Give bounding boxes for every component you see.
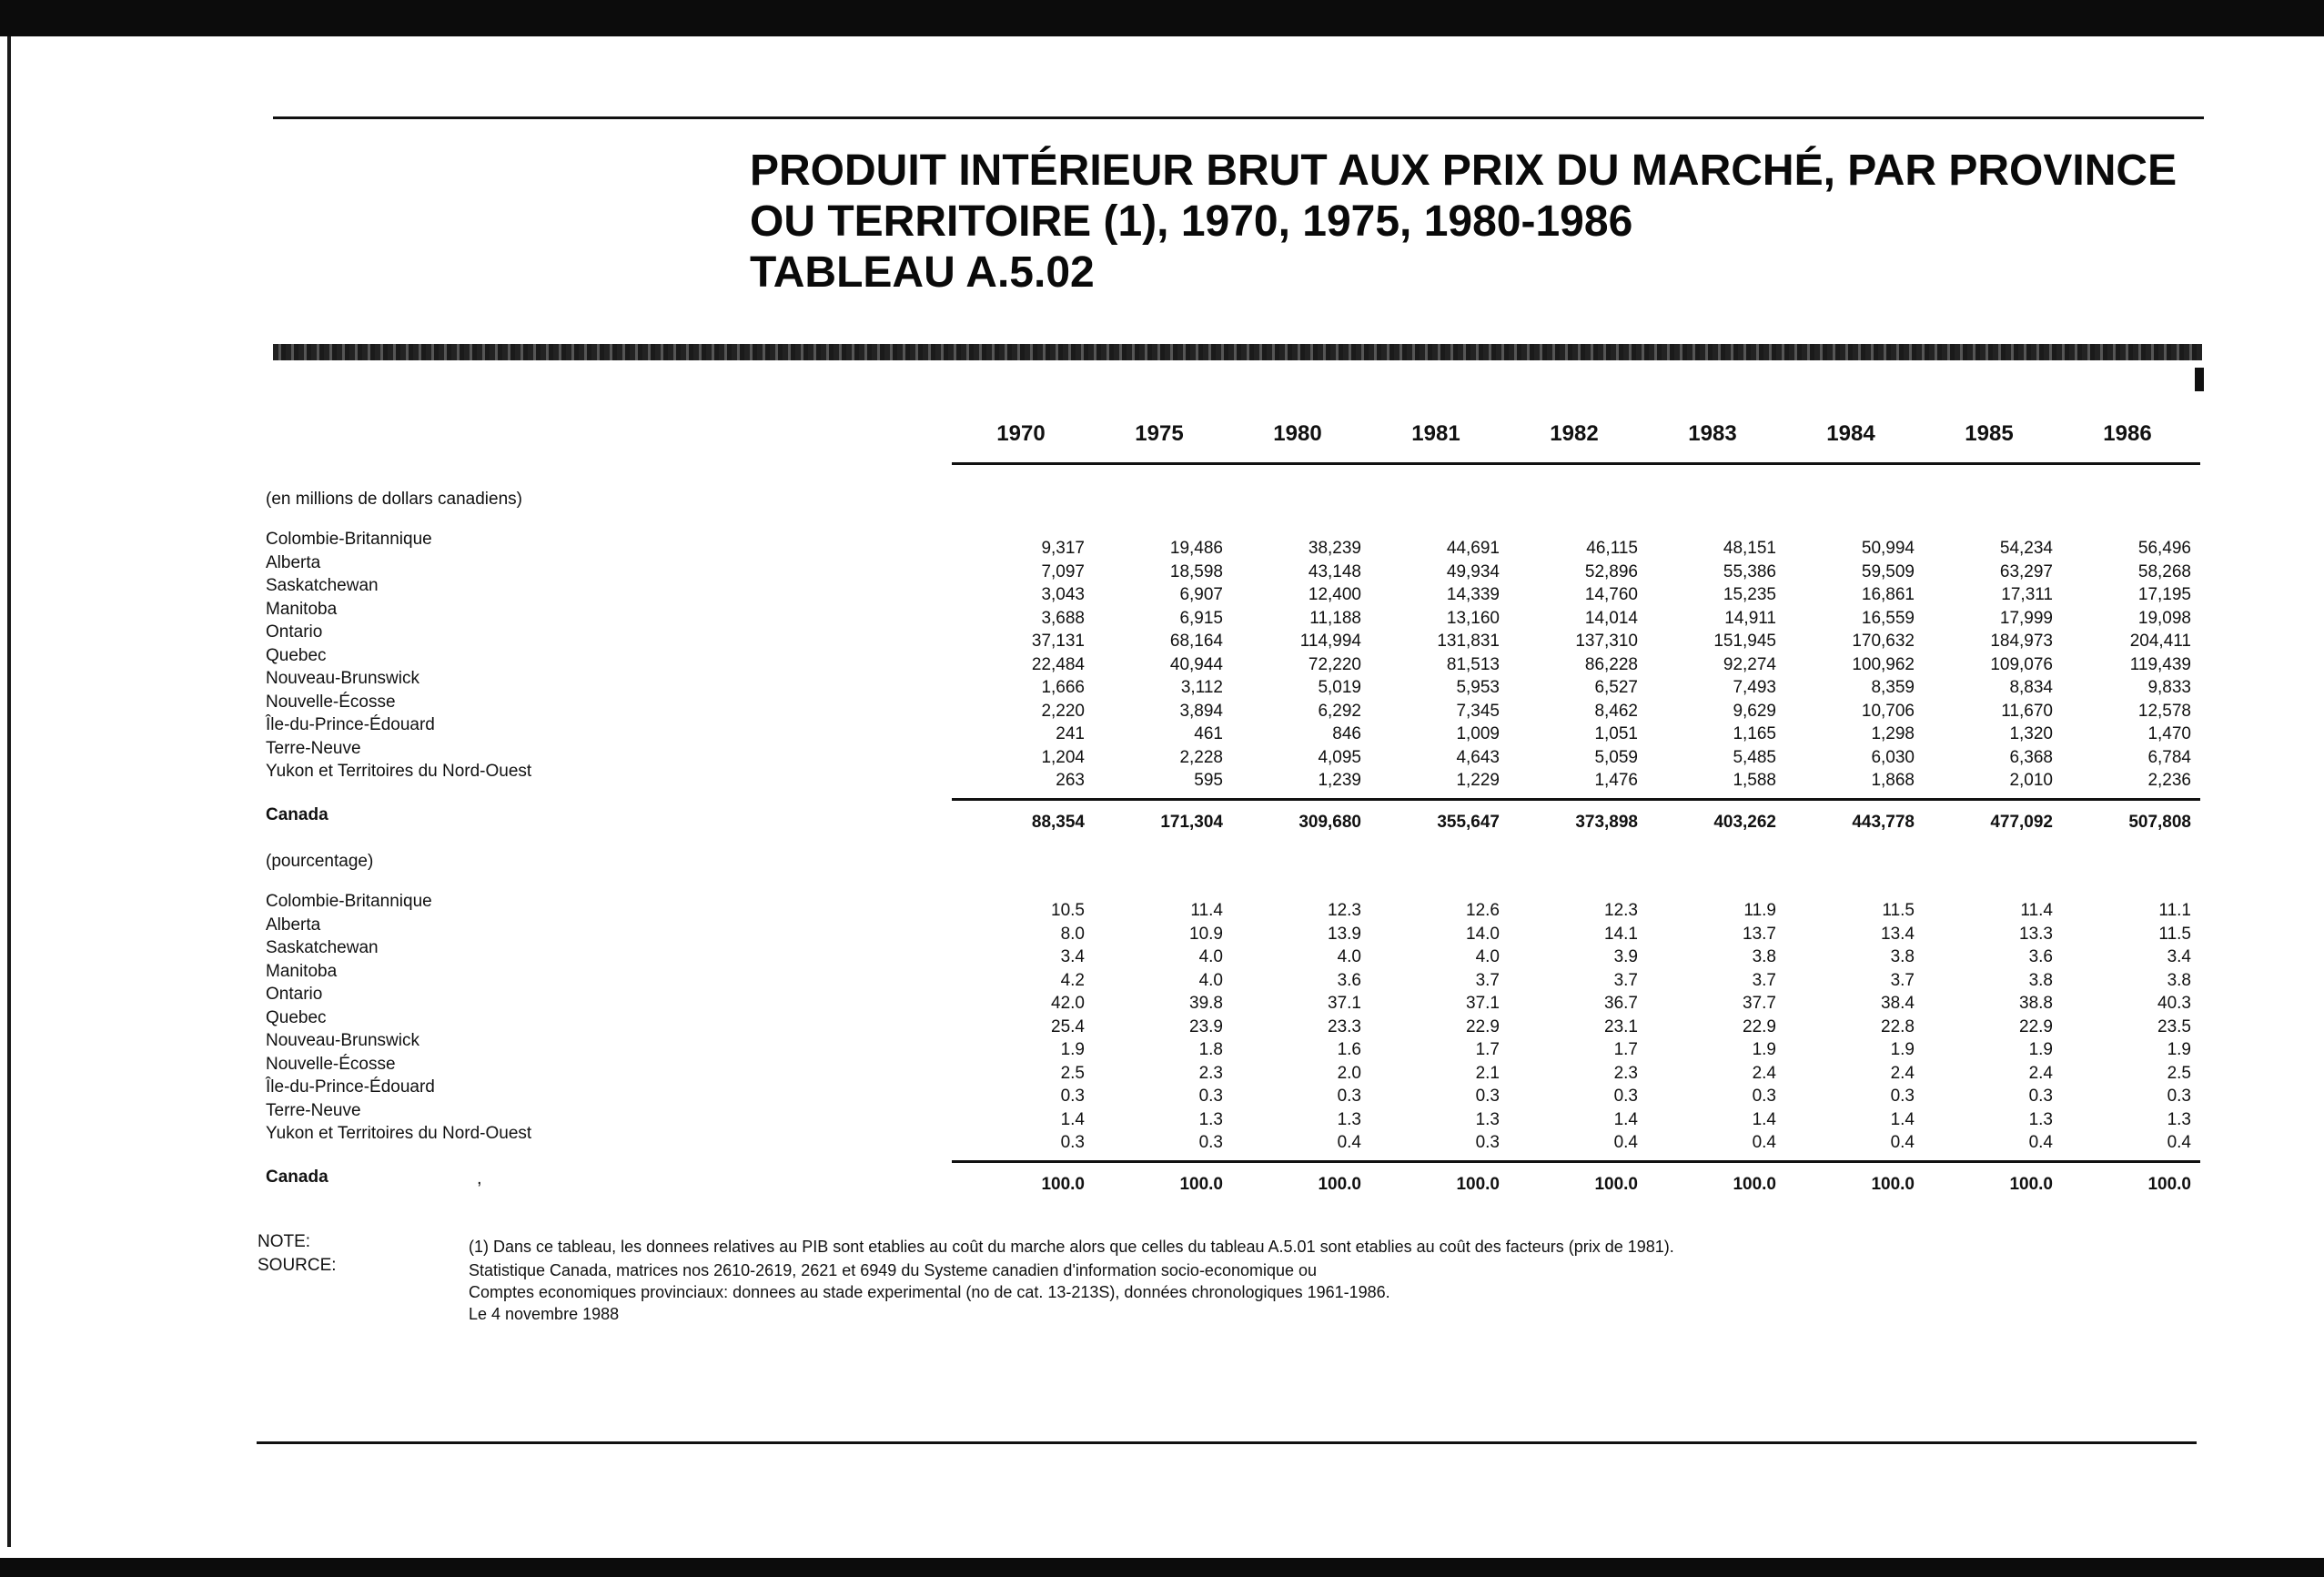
table-cell: 114,994 — [1299, 632, 1361, 651]
table-cell: 1,239 — [1318, 771, 1361, 790]
table-cell: 1.3 — [1337, 1109, 1361, 1129]
row-label: Île-du-Prince-Édouard — [266, 715, 435, 734]
table-cell: 8,462 — [1594, 701, 1638, 721]
table-cell: 0.4 — [1613, 1133, 1638, 1152]
table-cell: 14,339 — [1446, 585, 1500, 604]
table-cell: 119,439 — [2129, 654, 2191, 674]
table-cell: 1.9 — [1890, 1040, 1915, 1059]
table-cell: 37,131 — [1031, 632, 1085, 651]
page-title — [750, 146, 2224, 298]
table-cell: 7,097 — [1041, 561, 1085, 581]
scan-border-bottom — [0, 1558, 2324, 1577]
table-cell: 2,220 — [1041, 701, 1085, 721]
total-rule-0 — [952, 798, 2200, 801]
table-cell: 12.3 — [1328, 901, 1361, 920]
table-cell: 37.1 — [1328, 994, 1361, 1013]
table-cell: 3.7 — [1475, 970, 1500, 990]
table-cell: 12,578 — [2137, 701, 2191, 721]
source-label: SOURCE: — [258, 1256, 337, 1275]
table-cell: 42.0 — [1051, 994, 1085, 1013]
table-cell: 23.1 — [1604, 1016, 1638, 1036]
table-cell: 22.9 — [1466, 1016, 1500, 1036]
table-cell: 2.3 — [1198, 1063, 1223, 1083]
table-cell: 19,486 — [1169, 539, 1223, 558]
table-cell: 1,051 — [1594, 724, 1638, 743]
table-cell: 1.4 — [1613, 1109, 1638, 1129]
table-cell: 14.1 — [1604, 924, 1638, 944]
table-cell: 12.3 — [1604, 901, 1638, 920]
scan-border-left — [7, 36, 11, 1547]
table-cell: 56,496 — [2137, 539, 2191, 558]
table-cell: 11,670 — [2001, 701, 2053, 721]
table-cell: 2.3 — [1613, 1063, 1638, 1083]
table-cell: 2,010 — [2009, 771, 2053, 790]
table-cell: 3,043 — [1041, 585, 1085, 604]
table-cell: 241 — [1056, 724, 1085, 743]
total-cell: 477,092 — [1990, 813, 2053, 832]
table-cell: 23.3 — [1328, 1016, 1361, 1036]
table-cell: 2.1 — [1475, 1063, 1500, 1083]
table-cell: 59,509 — [1861, 561, 1915, 581]
row-label: Ontario — [266, 985, 323, 1004]
title-band-rule — [273, 344, 2202, 360]
table-cell: 2.4 — [1890, 1063, 1915, 1083]
row-label: Île-du-Prince-Édouard — [266, 1077, 435, 1097]
table-cell: 18,598 — [1169, 561, 1223, 581]
bottom-rule — [257, 1441, 2197, 1444]
table-cell: 19,098 — [2137, 608, 2191, 628]
table-cell: 8,834 — [2009, 678, 2053, 697]
table-cell: 6,907 — [1179, 585, 1223, 604]
table-cell: 39.8 — [1189, 994, 1223, 1013]
table-cell: 1.8 — [1198, 1040, 1223, 1059]
note-text: (1) Dans ce tableau, les donnees relatives au PIB sont etablies au coût du marche alors que celles du tableau A.5.01 sont etablies au coût des facteurs (prix de 1981). — [469, 1238, 1674, 1256]
total-cell: 100.0 — [1733, 1175, 1776, 1194]
table-cell: 1.9 — [1752, 1040, 1776, 1059]
table-cell: 1,320 — [2009, 724, 2053, 743]
table-cell: 3,688 — [1041, 608, 1085, 628]
table-cell: 5,059 — [1594, 747, 1638, 767]
table-cell: 13.9 — [1328, 924, 1361, 944]
table-cell: 100,962 — [1852, 654, 1915, 674]
table-cell: 2.5 — [2167, 1063, 2191, 1083]
total-cell: 373,898 — [1575, 813, 1638, 832]
table-cell: 0.4 — [2028, 1133, 2053, 1152]
row-label: Quebec — [266, 1007, 327, 1027]
top-rule — [273, 116, 2204, 119]
year-header-6: 1984 — [1826, 421, 1875, 446]
table-cell: 0.3 — [1890, 1087, 1915, 1106]
total-cell: 507,808 — [2128, 813, 2191, 832]
total-cell: 100.0 — [1179, 1175, 1223, 1194]
table-cell: 3.7 — [1752, 970, 1776, 990]
table-cell: 14,760 — [1584, 585, 1638, 604]
section-label-1: (pourcentage) — [266, 852, 374, 871]
table-cell: 54,234 — [1999, 539, 2053, 558]
table-cell: 14.0 — [1466, 924, 1500, 944]
row-label: Manitoba — [266, 599, 338, 619]
table-cell: 3.4 — [2167, 947, 2191, 966]
table-cell: 13.3 — [2019, 924, 2053, 944]
year-header-5: 1983 — [1688, 421, 1737, 446]
row-label: Saskatchewan — [266, 576, 379, 595]
table-cell: 131,831 — [1437, 632, 1500, 651]
table-cell: 6,368 — [2009, 747, 2053, 767]
table-cell: 1.4 — [1752, 1109, 1776, 1129]
table-cell: 1,666 — [1041, 678, 1085, 697]
table-cell: 2.5 — [1060, 1063, 1085, 1083]
table-cell: 0.4 — [1337, 1133, 1361, 1152]
row-label: Quebec — [266, 645, 327, 665]
table-cell: 1.3 — [1198, 1109, 1223, 1129]
table-cell: 11.5 — [1882, 901, 1915, 920]
table-cell: 13.7 — [1743, 924, 1776, 944]
table-cell: 48,151 — [1723, 539, 1776, 558]
table-cell: 4.0 — [1475, 947, 1500, 966]
row-label: Saskatchewan — [266, 938, 379, 957]
table-cell: 0.3 — [2028, 1087, 2053, 1106]
table-cell: 3.8 — [1752, 947, 1776, 966]
table-cell: 14,014 — [1584, 608, 1638, 628]
row-label: Terre-Neuve — [266, 1100, 361, 1120]
note-label: NOTE: — [258, 1232, 311, 1251]
table-cell: 0.3 — [1198, 1133, 1223, 1152]
source-line-1: Statistique Canada, matrices nos 2610-2619, 2621 et 6949 du Systeme canadien d'information socio-economique ou — [469, 1261, 1318, 1279]
table-cell: 1,476 — [1594, 771, 1638, 790]
table-cell: 170,632 — [1852, 632, 1915, 651]
year-header-3: 1981 — [1411, 421, 1460, 446]
row-label: Alberta — [266, 915, 321, 935]
row-label: Manitoba — [266, 961, 338, 981]
table-cell: 3.8 — [2028, 970, 2053, 990]
table-cell: 0.3 — [1060, 1133, 1085, 1152]
title-band-rule-end — [2195, 368, 2204, 391]
source-line-3: Le 4 novembre 1988 — [469, 1305, 620, 1323]
table-cell: 0.4 — [1752, 1133, 1776, 1152]
table-cell: 3.6 — [1337, 970, 1361, 990]
table-cell: 0.4 — [2167, 1133, 2191, 1152]
table-cell: 1,165 — [1733, 724, 1776, 743]
row-label: Nouvelle-Écosse — [266, 692, 396, 712]
table-cell: 184,973 — [1990, 632, 2053, 651]
table-cell: 22.9 — [2019, 1016, 2053, 1036]
total-cell: 171,304 — [1160, 813, 1223, 832]
total-rule-1 — [952, 1160, 2200, 1163]
total-label: Canada — [266, 805, 328, 824]
total-cell: 100.0 — [2147, 1175, 2191, 1194]
total-cell: 88,354 — [1031, 813, 1085, 832]
year-header-8: 1986 — [2103, 421, 2152, 446]
table-cell: 0.3 — [1475, 1087, 1500, 1106]
table-cell: 3.8 — [1890, 947, 1915, 966]
table-cell: 2.4 — [2028, 1063, 2053, 1083]
header-rule — [952, 462, 2200, 465]
table-cell: 3.7 — [1890, 970, 1915, 990]
table-cell: 4,095 — [1318, 747, 1361, 767]
table-cell: 11.4 — [1190, 901, 1223, 920]
table-cell: 6,915 — [1179, 608, 1223, 628]
total-cell: 443,778 — [1852, 813, 1915, 832]
table-cell: 3.6 — [2028, 947, 2053, 966]
table-cell: 5,019 — [1318, 678, 1361, 697]
table-cell: 7,345 — [1456, 701, 1500, 721]
table-cell: 3.7 — [1613, 970, 1638, 990]
table-cell: 4.0 — [1198, 970, 1223, 990]
table-cell: 595 — [1194, 771, 1223, 790]
title-line-1: PRODUIT INTÉRIEUR BRUT AUX PRIX DU MARCHÉ, PAR PROVINCE — [750, 147, 2177, 195]
row-label: Nouveau-Brunswick — [266, 669, 419, 688]
table-cell: 5,485 — [1733, 747, 1776, 767]
table-cell: 1.9 — [2167, 1040, 2191, 1059]
table-cell: 0.3 — [1752, 1087, 1776, 1106]
table-cell: 137,310 — [1575, 632, 1638, 651]
table-cell: 11.5 — [2158, 924, 2191, 944]
table-cell: 2,236 — [2147, 771, 2191, 790]
table-cell: 12.6 — [1466, 901, 1500, 920]
table-cell: 8,359 — [1871, 678, 1915, 697]
table-cell: 0.4 — [1890, 1133, 1915, 1152]
table-cell: 17,311 — [2001, 585, 2053, 604]
table-cell: 40.3 — [2157, 994, 2191, 1013]
year-header-7: 1985 — [1965, 421, 2014, 446]
table-cell: 44,691 — [1446, 539, 1500, 558]
table-cell: 11.1 — [2158, 901, 2191, 920]
row-label: Terre-Neuve — [266, 738, 361, 758]
table-cell: 8.0 — [1060, 924, 1085, 944]
scan-border-top — [0, 0, 2324, 36]
table-cell: 0.3 — [1337, 1087, 1361, 1106]
table-cell: 23.5 — [2157, 1016, 2191, 1036]
total-cell: 309,680 — [1298, 813, 1361, 832]
row-label: Yukon et Territoires du Nord-Ouest — [266, 762, 532, 781]
table-cell: 22,484 — [1031, 654, 1085, 674]
table-cell: 1.3 — [1475, 1109, 1500, 1129]
table-cell: 0.3 — [2167, 1087, 2191, 1106]
total-cell: 403,262 — [1713, 813, 1776, 832]
total-cell: 100.0 — [2009, 1175, 2053, 1194]
table-cell: 22.9 — [1743, 1016, 1776, 1036]
table-cell: 1.9 — [2028, 1040, 2053, 1059]
table-cell: 6,292 — [1318, 701, 1361, 721]
table-cell: 14,911 — [1724, 608, 1776, 628]
table-cell: 37.7 — [1743, 994, 1776, 1013]
table-cell: 4.0 — [1337, 947, 1361, 966]
total-cell: 100.0 — [1318, 1175, 1361, 1194]
table-cell: 49,934 — [1446, 561, 1500, 581]
row-label: Ontario — [266, 622, 323, 642]
table-cell: 1.3 — [2167, 1109, 2191, 1129]
table-cell: 17,999 — [1999, 608, 2053, 628]
table-cell: 2,228 — [1179, 747, 1223, 767]
table-cell: 1,868 — [1871, 771, 1915, 790]
table-cell: 10.5 — [1051, 901, 1085, 920]
table-cell: 263 — [1056, 771, 1085, 790]
row-label: Nouvelle-Écosse — [266, 1054, 396, 1074]
table-cell: 86,228 — [1584, 654, 1638, 674]
table-cell: 6,030 — [1871, 747, 1915, 767]
table-cell: 11.4 — [2020, 901, 2053, 920]
table-cell: 17,195 — [2137, 585, 2191, 604]
year-header-0: 1970 — [996, 421, 1046, 446]
table-cell: 43,148 — [1308, 561, 1361, 581]
row-label: Yukon et Territoires du Nord-Ouest — [266, 1124, 532, 1143]
table-cell: 0.3 — [1475, 1133, 1500, 1152]
table-cell: 0.3 — [1613, 1087, 1638, 1106]
table-cell: 52,896 — [1584, 561, 1638, 581]
table-cell: 5,953 — [1456, 678, 1500, 697]
table-cell: 13,160 — [1446, 608, 1500, 628]
total-label: Canada — [266, 1168, 328, 1187]
table-cell: 1,204 — [1041, 747, 1085, 767]
table-cell: 40,944 — [1169, 654, 1223, 674]
table-cell: 0.3 — [1198, 1087, 1223, 1106]
table-cell: 13.4 — [1881, 924, 1915, 944]
source-line-2: Comptes economiques provinciaux: donnees au stade experimental (no de cat. 13-213S), données chronologiques 1961-1986. — [469, 1283, 1390, 1301]
table-cell: 50,994 — [1861, 539, 1915, 558]
table-cell: 4.0 — [1198, 947, 1223, 966]
table-cell: 81,513 — [1446, 654, 1500, 674]
table-cell: 3.8 — [2167, 970, 2191, 990]
table-cell: 12,400 — [1308, 585, 1361, 604]
table-cell: 0.3 — [1060, 1087, 1085, 1106]
table-cell: 461 — [1194, 724, 1223, 743]
table-cell: 36.7 — [1604, 994, 1638, 1013]
table-cell: 23.9 — [1189, 1016, 1223, 1036]
total-cell: 100.0 — [1594, 1175, 1638, 1194]
year-header-4: 1982 — [1550, 421, 1599, 446]
year-header-1: 1975 — [1135, 421, 1184, 446]
table-cell: 1,229 — [1456, 771, 1500, 790]
table-cell: 15,235 — [1723, 585, 1776, 604]
stray-comma-mark: , — [477, 1168, 482, 1188]
table-cell: 38,239 — [1308, 539, 1361, 558]
total-cell: 100.0 — [1456, 1175, 1500, 1194]
table-cell: 16,861 — [1861, 585, 1915, 604]
table-cell: 68,164 — [1169, 632, 1223, 651]
row-label: Alberta — [266, 552, 321, 572]
table-cell: 4,643 — [1456, 747, 1500, 767]
table-cell: 151,945 — [1713, 632, 1776, 651]
title-line-2: OU TERRITOIRE (1), 1970, 1975, 1980-1986 — [750, 197, 1633, 246]
table-cell: 7,493 — [1733, 678, 1776, 697]
table-cell: 9,629 — [1733, 701, 1776, 721]
table-cell: 3.4 — [1060, 947, 1085, 966]
table-cell: 10,706 — [1861, 701, 1915, 721]
table-cell: 4.2 — [1060, 970, 1085, 990]
table-cell: 109,076 — [1990, 654, 2053, 674]
table-cell: 92,274 — [1723, 654, 1776, 674]
table-cell: 1,470 — [2147, 724, 2191, 743]
table-cell: 3,112 — [1180, 678, 1223, 697]
row-label: Colombie-Britannique — [266, 892, 432, 911]
table-cell: 1.7 — [1613, 1040, 1638, 1059]
table-cell: 9,317 — [1041, 539, 1085, 558]
table-cell: 38.8 — [2019, 994, 2053, 1013]
table-cell: 846 — [1332, 724, 1361, 743]
table-cell: 9,833 — [2147, 678, 2191, 697]
table-cell: 1.4 — [1890, 1109, 1915, 1129]
section-label-0: (en millions de dollars canadiens) — [266, 490, 522, 509]
table-cell: 37.1 — [1466, 994, 1500, 1013]
table-cell: 55,386 — [1723, 561, 1776, 581]
table-cell: 16,559 — [1861, 608, 1915, 628]
table-cell: 11,188 — [1309, 608, 1361, 628]
table-cell: 10.9 — [1189, 924, 1223, 944]
table-cell: 1.9 — [1060, 1040, 1085, 1059]
table-cell: 1.4 — [1060, 1109, 1085, 1129]
table-cell: 6,784 — [2147, 747, 2191, 767]
table-cell: 38.4 — [1881, 994, 1915, 1013]
table-cell: 3,894 — [1179, 701, 1223, 721]
table-cell: 204,411 — [2129, 632, 2191, 651]
table-cell: 1,009 — [1456, 724, 1500, 743]
table-cell: 72,220 — [1308, 654, 1361, 674]
table-cell: 2.4 — [1752, 1063, 1776, 1083]
table-cell: 22.8 — [1881, 1016, 1915, 1036]
table-cell: 63,297 — [1999, 561, 2053, 581]
table-cell: 1,588 — [1733, 771, 1776, 790]
table-cell: 6,527 — [1594, 678, 1638, 697]
table-cell: 3.9 — [1613, 947, 1638, 966]
title-line-3: TABLEAU A.5.02 — [750, 248, 1095, 297]
total-cell: 355,647 — [1437, 813, 1500, 832]
table-cell: 1,298 — [1871, 724, 1915, 743]
row-label: Colombie-Britannique — [266, 530, 432, 549]
table-cell: 25.4 — [1051, 1016, 1085, 1036]
year-header-2: 1980 — [1273, 421, 1322, 446]
table-cell: 1.3 — [2028, 1109, 2053, 1129]
total-cell: 100.0 — [1871, 1175, 1915, 1194]
table-cell: 1.7 — [1475, 1040, 1500, 1059]
table-cell: 58,268 — [2137, 561, 2191, 581]
table-cell: 46,115 — [1586, 539, 1638, 558]
row-label: Nouveau-Brunswick — [266, 1031, 419, 1050]
table-cell: 1.6 — [1337, 1040, 1361, 1059]
total-cell: 100.0 — [1041, 1175, 1085, 1194]
table-cell: 11.9 — [1743, 901, 1776, 920]
table-cell: 2.0 — [1337, 1063, 1361, 1083]
